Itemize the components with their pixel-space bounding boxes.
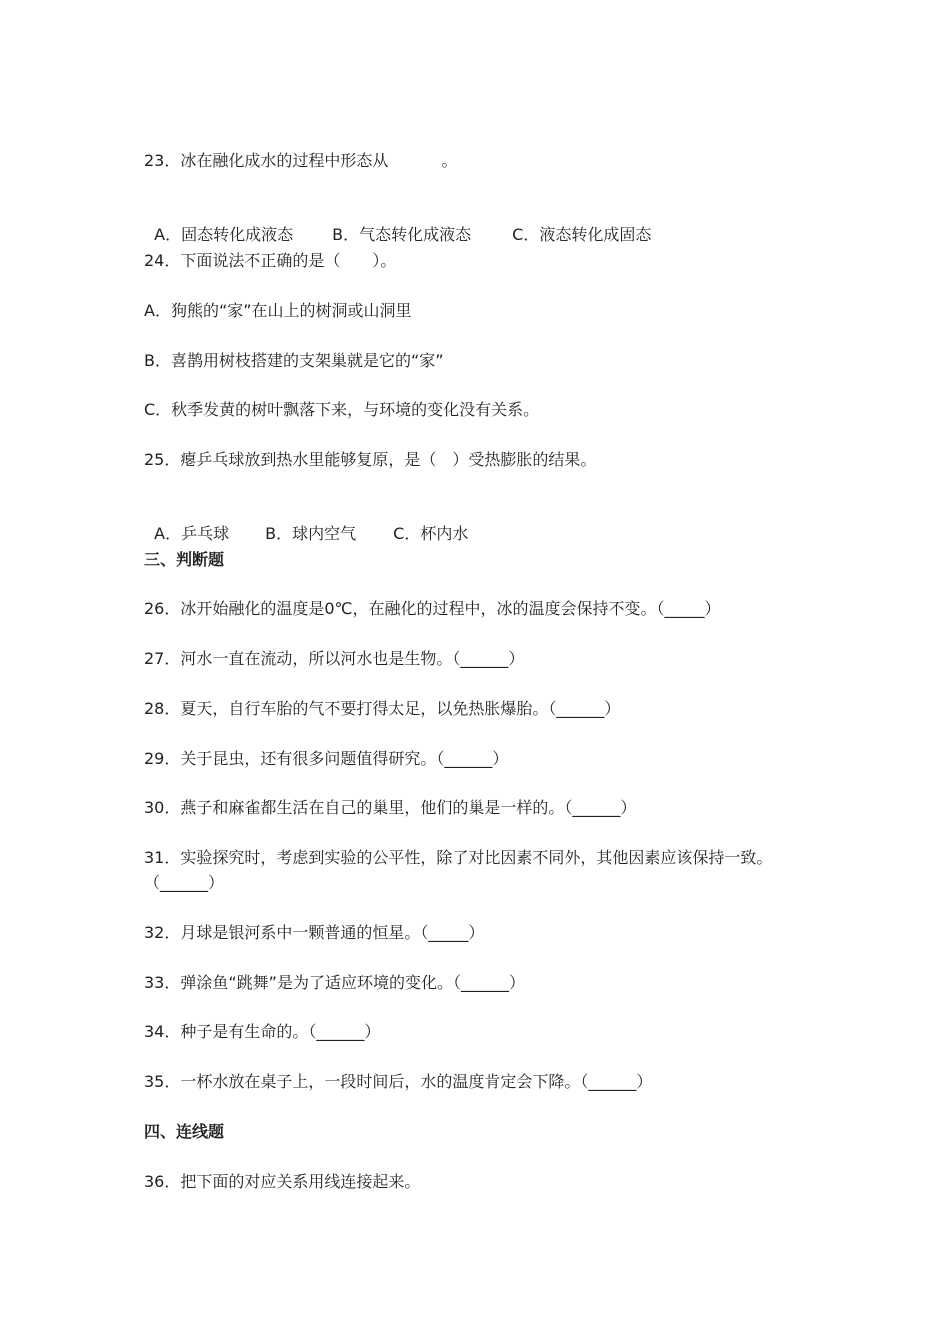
question-25-stem: 25．瘪乒乓球放到热水里能够复原，是（ ）受热膨胀的结果。 <box>144 450 597 469</box>
question-23-option-a: A．固态转化成液态 <box>154 225 294 244</box>
question-30: 30．燕子和麻雀都生活在自己的巢里，他们的巢是一样的。（______） <box>144 798 637 817</box>
question-28: 28．夏天，自行车胎的气不要打得太足，以免热胀爆胎。（______） <box>144 699 621 718</box>
question-24-option-a: A．狗熊的“家”在山上的树洞或山洞里 <box>144 301 412 320</box>
question-23-stem: 23．冰在融化成水的过程中形态从 。 <box>144 151 458 170</box>
question-24-stem: 24．下面说法不正确的是（ ）。 <box>144 251 397 270</box>
section-heading-judgement: 三、判断题 <box>144 550 225 569</box>
question-27: 27．河水一直在流动，所以河水也是生物。（______） <box>144 649 525 668</box>
question-25-options <box>144 498 468 546</box>
question-35: 35．一杯水放在桌子上，一段时间后，水的温度肯定会下降。（______） <box>144 1072 653 1091</box>
question-33: 33．弹涂鱼“跳舞”是为了适应环境的变化。（______） <box>144 973 525 992</box>
question-23-option-c: C．液态转化成固态 <box>512 225 652 244</box>
question-25-option-c: C．杯内水 <box>393 524 469 543</box>
question-23-option-b: B．气态转化成液态 <box>332 225 472 244</box>
question-23-options <box>144 199 651 247</box>
question-24-option-b: B．喜鹊用树枝搭建的支架巢就是它的“家” <box>144 351 444 370</box>
question-24-option-c: C．秋季发黄的树叶飘落下来，与环境的变化没有关系。 <box>144 400 540 419</box>
question-32: 32．月球是银河系中一颗普通的恒星。（_____） <box>144 923 485 942</box>
section-heading-matching: 四、连线题 <box>144 1122 225 1141</box>
question-31-line-1: 31．实验探究时，考虑到实验的公平性，除了对比因素不同外，其他因素应该保持一致。 <box>144 848 773 867</box>
question-29: 29．关于昆虫，还有很多问题值得研究。（______） <box>144 749 509 768</box>
question-31-line-2: （______） <box>144 873 225 892</box>
question-36: 36．把下面的对应关系用线连接起来。 <box>144 1172 421 1191</box>
question-34: 34．种子是有生命的。（______） <box>144 1022 381 1041</box>
question-25-option-b: B．球内空气 <box>265 524 357 543</box>
question-26: 26．冰开始融化的温度是0℃，在融化的过程中，冰的温度会保持不变。（_____） <box>144 599 721 618</box>
question-25-option-a: A．乒乓球 <box>154 524 230 543</box>
